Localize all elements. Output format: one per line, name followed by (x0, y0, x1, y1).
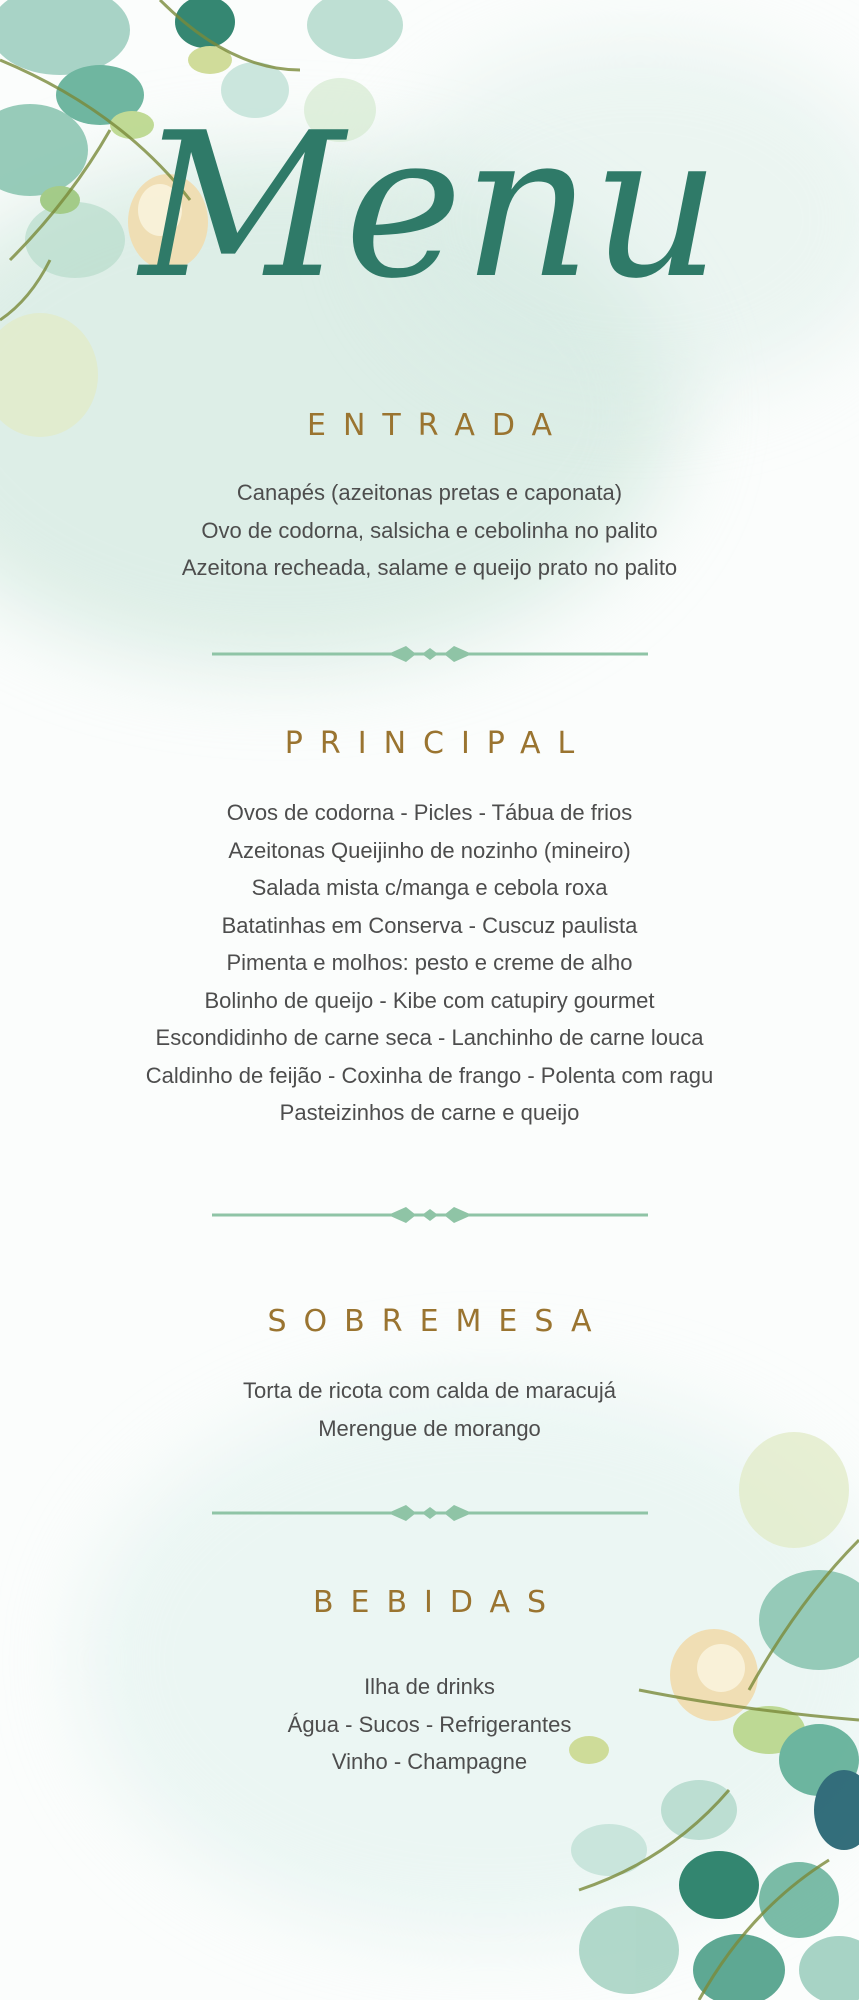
menu-item: Canapés (azeitonas pretas e caponata) (236, 480, 623, 505)
menu-item: Vinho - Champagne (331, 1749, 528, 1774)
section-title-bebidas: BEBIDAS (312, 1585, 564, 1620)
section-title-sobremesa: SOBREMESA (267, 1304, 609, 1339)
section-list-principal (0, 794, 859, 1132)
menu-item: Bolinho de queijo - Kibe com catupiry gourmet (204, 987, 655, 1013)
menu-item: Água - Sucos - Refrigerantes (287, 1711, 572, 1737)
section-title-principal: PRINCIPAL (284, 726, 592, 761)
menu-item: Salada mista c/manga e cebola roxa (251, 875, 608, 900)
menu-item: Caldinho de feijão - Coxinha de frango - Polenta com ragu (145, 1062, 714, 1088)
menu-title (0, 95, 859, 365)
menu-item: Ovos de codorna - Picles - Tábua de frios (226, 800, 633, 825)
menu-item: Pimenta e molhos: pesto e creme de alho (226, 950, 633, 975)
section-title-entrada: ENTRADA (307, 408, 569, 443)
section-list-entrada (0, 474, 859, 587)
menu-item: Batatinhas em Conserva - Cuscuz paulista (221, 912, 638, 938)
ornamental-divider (210, 1203, 650, 1227)
svg-text:Menu: Menu (139, 95, 721, 323)
section-list-sobremesa (0, 1372, 859, 1447)
ornamental-divider (210, 642, 650, 666)
menu-item: Pasteizinhos de carne e queijo (279, 1100, 580, 1125)
menu-item: Azeitonas Queijinho de nozinho (mineiro) (228, 837, 631, 863)
menu-item: Azeitona recheada, salame e queijo prato no palito (181, 555, 678, 580)
menu-item: Escondidinho de carne seca - Lanchinho de carne louca (155, 1025, 704, 1050)
ornamental-divider (210, 1501, 650, 1525)
section-list-bebidas (0, 1668, 859, 1781)
menu-item: Ilha de drinks (364, 1674, 495, 1699)
menu-item: Merengue de morango (318, 1415, 541, 1441)
menu-item: Torta de ricota com calda de maracujá (243, 1378, 616, 1403)
menu-item: Ovo de codorna, salsicha e cebolinha no palito (201, 517, 658, 543)
